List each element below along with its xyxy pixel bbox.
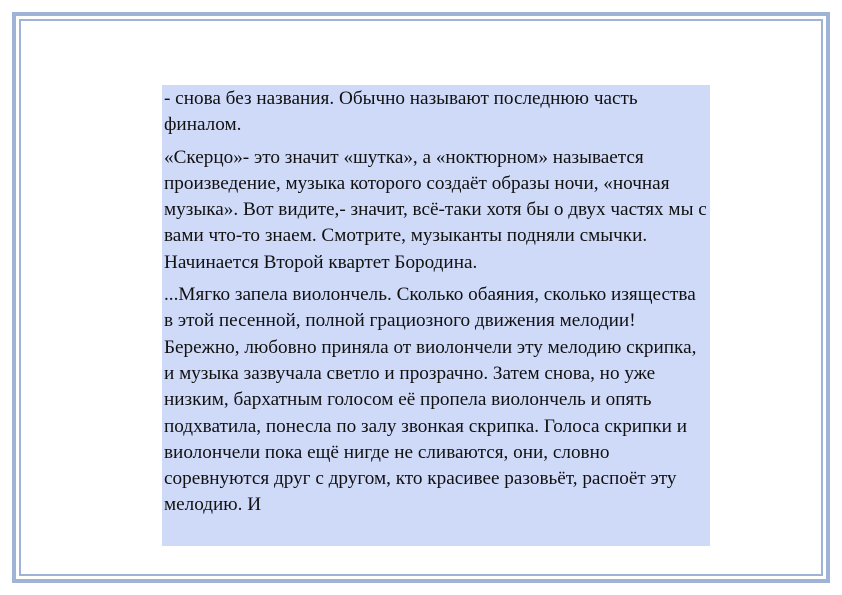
paragraph-1: - снова без названия. Обычно называют последнюю часть финалом. bbox=[164, 88, 638, 136]
paragraph-2: «Скерцо»- это значит «шутка», а «ноктюрном» называется произведение, музыка которого создаёт образы ночи, «ночная музыка». Вот видите,- значит, всё-таки хотя бы о двух частях мы с вами что-то знаем. Смотрите, музыканты подняли смычки. Начинается Второй квартет Бородина. bbox=[164, 146, 707, 273]
text-box bbox=[162, 85, 710, 546]
paragraph-3: ...Мягко запела виолончель. Сколько обаяния, сколько изящества в этой песенной, полной грациозного движения мелодии! Бережно, любовно приняла от виолончели эту мелодию скрипка, и музыка зазвучала светло и прозрачно. Затем снова, но уже низким, бархатным голосом её пропела виолончель и опять подхватила, понесла по залу звонкая скрипка. Голоса скрипки и виолончели пока ещё нигде не сливаются, они, словно соревнуются друг с другом, кто красивее разовьёт, распоёт эту мелодию. И bbox=[164, 284, 697, 516]
